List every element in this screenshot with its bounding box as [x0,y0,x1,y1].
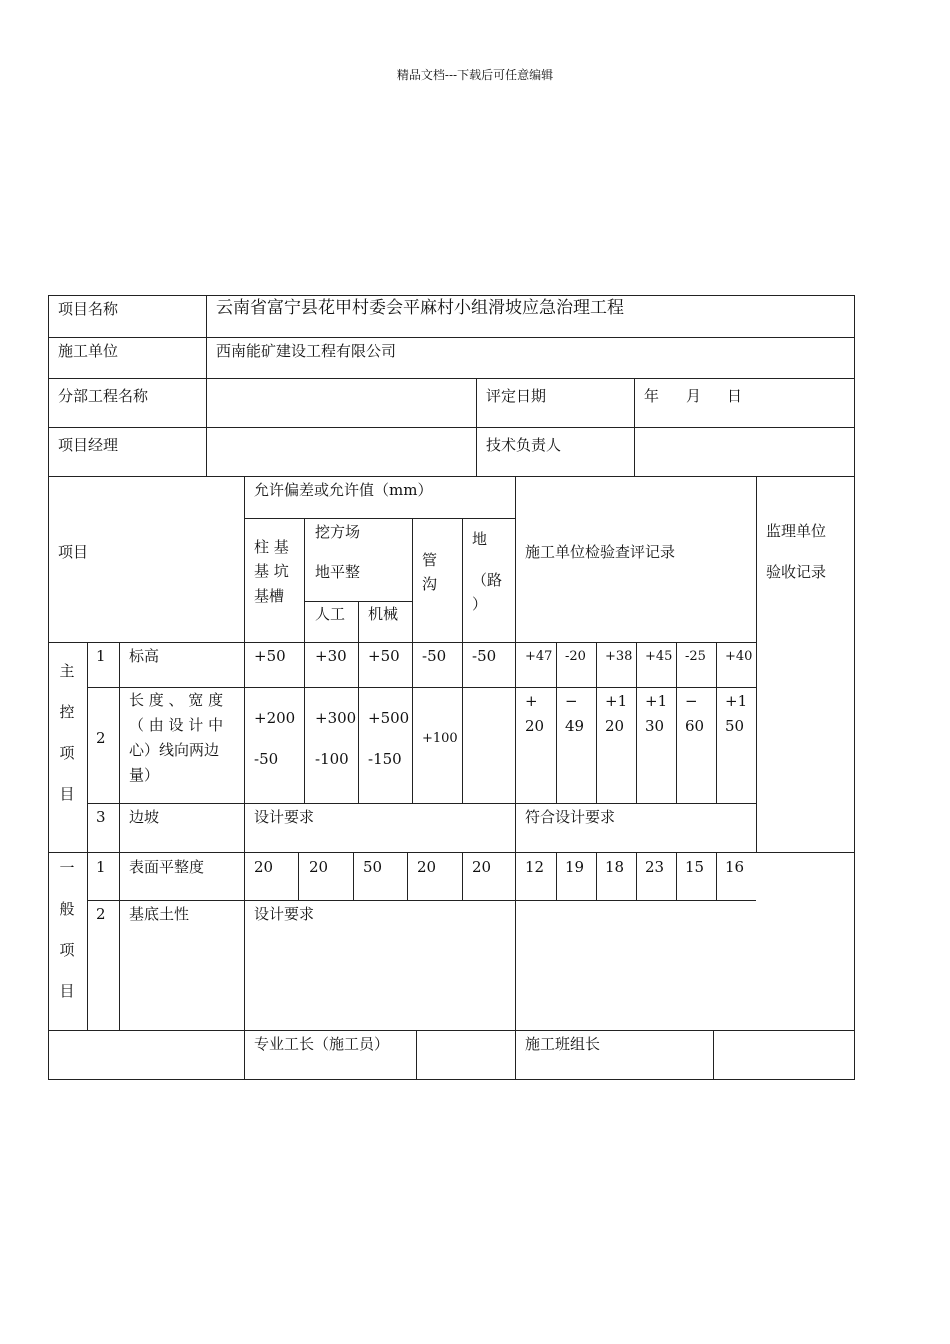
col-excav-line1: 挖方场 [315,523,361,541]
foreman-label: 专业工长（施工员） [254,1035,390,1053]
general-r2-name: 基底土性 [129,905,190,923]
contractor-value: 西南能矿建设工程有限公司 [216,342,397,360]
contractor-record-header: 施工单位检验查评记录 [525,543,676,561]
contractor-label: 施工单位 [58,342,119,360]
general-r2-no: 2 [96,905,106,923]
main-label-3: 项 [59,744,75,762]
main-r1-check-2: -20 [565,649,586,664]
main-label-2: 控 [59,703,75,721]
col-ditch-line1: 管 [422,551,438,569]
main-r2-check-4b: 30 [645,717,665,735]
main-r1-val-ditch: -50 [422,647,447,665]
main-r3-check: 符合设计要求 [525,808,616,826]
eval-date-label: 评定日期 [486,387,547,405]
col-pit-line2: 基 坑 [254,562,289,580]
main-r2-machine-upper: +500 [368,709,410,727]
main-r1-check-5: -25 [685,649,706,664]
general-r1-check-5: 15 [685,858,705,876]
general-r2-requirement: 设计要求 [254,905,315,923]
general-r1-check-3: 18 [605,858,625,876]
main-r2-ditch: +100 [422,731,458,746]
main-r2-check-6b: 50 [725,717,745,735]
general-label-3: 项 [59,941,75,959]
main-r3-requirement: 设计要求 [254,808,315,826]
main-r2-pit-upper: +200 [254,709,296,727]
main-r2-name-line1: 长 度 、 宽 度 [129,691,224,709]
main-r1-check-6: +40 [725,649,753,664]
main-r2-check-2b: 49 [565,717,585,735]
general-r1-name: 表面平整度 [129,858,205,876]
page-header-note: 精品文档---下载后可任意编辑 [396,68,554,82]
col-road-line3: ） [472,595,488,613]
main-r1-check-3: +38 [605,649,633,664]
date-month: 月 [686,387,702,405]
project-name-value: 云南省富宁县花甲村委会平麻村小组滑坡应急治理工程 [216,298,624,318]
subproject-label: 分部工程名称 [58,387,149,405]
col-ditch-line2: 沟 [422,575,438,593]
general-r1-val-4: 20 [417,858,437,876]
date-day: 日 [727,387,743,405]
col-pit-line1: 柱 基 [254,538,289,556]
main-r1-check-1: +47 [525,649,553,664]
main-r1-val-machine: +50 [368,647,400,665]
main-label-1: 主 [59,662,75,680]
general-r1-val-2: 20 [309,858,329,876]
main-r2-check-6a: +1 [725,692,748,710]
main-r1-val-road: -50 [472,647,497,665]
col-machine: 机械 [368,605,399,623]
main-r2-check-5a: − [685,692,698,710]
manager-label: 项目经理 [58,436,119,454]
main-r1-check-4: +45 [645,649,673,664]
general-r1-val-3: 50 [363,858,383,876]
col-road-line2: （路 [472,571,503,589]
col-excav-line2: 地平整 [315,563,361,581]
main-r1-name: 标高 [129,647,160,665]
main-r2-name-line4: 量） [129,766,160,784]
main-label-4: 目 [59,785,75,803]
main-r2-name-line2: （ 由 设 计 中 [129,716,224,734]
main-r2-check-5b: 60 [685,717,705,735]
main-r1-val-manual: +30 [315,647,347,665]
main-r2-machine-lower: -150 [368,750,402,768]
main-r2-check-4a: +1 [645,692,668,710]
general-label-2: 般 [59,900,75,918]
general-label-1: 一 [59,859,75,877]
main-r2-check-3a: +1 [605,692,628,710]
general-r1-val-1: 20 [254,858,274,876]
col-road-line1: 地 [472,530,488,548]
date-year: 年 [644,387,660,405]
col-pit-line3: 基槽 [254,587,285,605]
main-r2-check-2a: − [565,692,578,710]
supervisor-record-line1: 监理单位 [766,522,827,540]
main-r3-no: 3 [96,808,106,826]
main-r2-check-1a: + [525,692,538,710]
main-r2-check-3b: 20 [605,717,625,735]
item-header: 项目 [58,543,89,561]
main-r1-val-pit: +50 [254,647,286,665]
general-r1-val-5: 20 [472,858,492,876]
main-r2-pit-lower: -50 [254,750,279,768]
allowance-header: 允许偏差或允许值（mm） [254,481,433,499]
main-r2-name-line3: 心）线向两边 [129,741,220,759]
col-manual: 人工 [315,605,346,623]
general-r1-check-6: 16 [725,858,745,876]
tech-lead-label: 技术负责人 [486,436,562,454]
main-r3-name: 边坡 [129,808,160,826]
general-r1-no: 1 [96,858,106,876]
general-label-4: 目 [59,982,75,1000]
main-r2-manual-lower: -100 [315,750,349,768]
main-r2-check-1b: 20 [525,717,545,735]
main-r2-manual-upper: +300 [315,709,357,727]
team-lead-label: 施工班组长 [525,1035,601,1053]
main-r1-no: 1 [96,647,106,665]
general-r1-check-4: 23 [645,858,665,876]
general-r1-check-2: 19 [565,858,585,876]
inspection-form-table [48,295,854,1079]
supervisor-record-line2: 验收记录 [766,563,827,581]
main-r2-no: 2 [96,729,106,747]
project-name-label: 项目名称 [58,300,119,318]
general-r1-check-1: 12 [525,858,545,876]
